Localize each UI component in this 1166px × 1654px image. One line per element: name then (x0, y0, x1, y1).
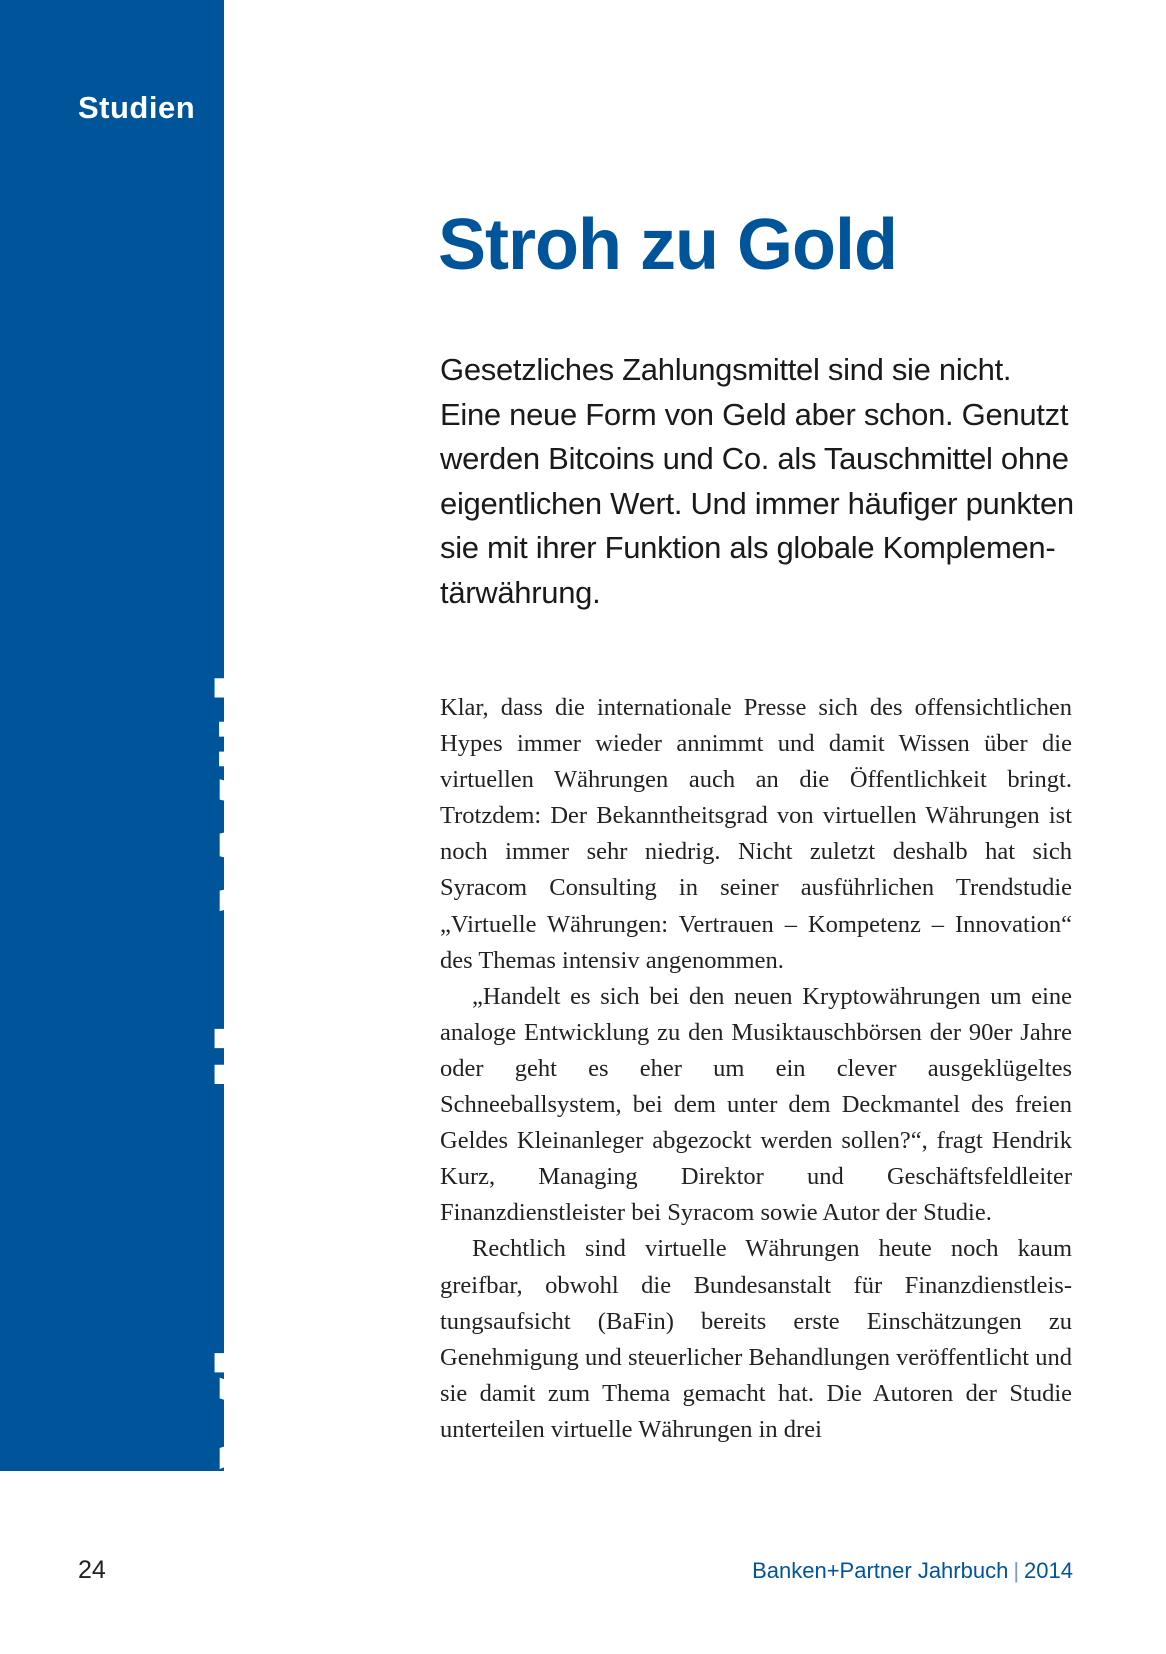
page-number: 24 (78, 1556, 106, 1584)
body-paragraph: Klar, dass die internationale Presse sich des offensichtlichen Hypes immer wieder annimmt und damit Wissen über die virtuellen Währungen auch an die Öffentlichkeit bringt. Trotzdem: Der Bekanntheitsgrad von virtuellen Währungen ist noch immer sehr niedrig. Nicht zuletzt deshalb hat sich Syracom Consulting in seiner ausführlichen Trendstudie „Virtuelle Währungen: Vertrauen – Kompetenz – Innovation“ des Themas intensiv angenommen. (440, 694, 1072, 974)
publication-year: 2014 (1024, 1558, 1073, 1583)
section-label: Studien (78, 90, 196, 125)
body-paragraph: „Handelt es sich bei den neuen Kryptowährungen um eine analoge Entwicklung zu den Musiktauschbörsen der 90er Jahre oder geht es eher um ein clever ausgeklügeltes Schneeballsystem, bei dem unter dem Deckmantel des freien Geldes Kleinanleger abgezockt werden sollen?“, fragt Hendrik Kurz, Managing Direktor und Geschäftsfeldleiter Finanzdienstleister bei Syracom sowie Autor der Studie. (440, 982, 1072, 1227)
body-paragraph: Rechtlich sind virtuelle Währungen heute noch kaum greifbar, obwohl die Bundesanstalt für Finanzdienstleistungsaufsicht (BaFin) bereits erste Einschätzungen zu Genehmigung und steuerlicher Behandlungen veröffentlicht und sie damit zum Thema gemacht hat. Die Autoren der Studie unterteilen virtuelle Währungen in drei (440, 1235, 1072, 1443)
footer-separator: | (1013, 1558, 1020, 1583)
vertical-title: Virtuelle Währungen (189, 168, 346, 1470)
article-lead: Gesetzliches Zahlungsmittel sind sie nicht. Eine neue Form von Geld aber schon. Genutzt werden Bitcoins und Co. als Tauschmittel ohne eigentlichen Wert. Und immer häufiger punkten sie mit ihrer Funktion als globale Komplementärwährung. (440, 352, 1074, 610)
sidebar-band (0, 0, 346, 1471)
publication-name: Banken+Partner Jahrbuch (752, 1558, 1009, 1583)
article-headline: Stroh zu Gold (438, 205, 897, 285)
article-body (440, 690, 1072, 1448)
publication-footer (752, 1558, 1073, 1584)
